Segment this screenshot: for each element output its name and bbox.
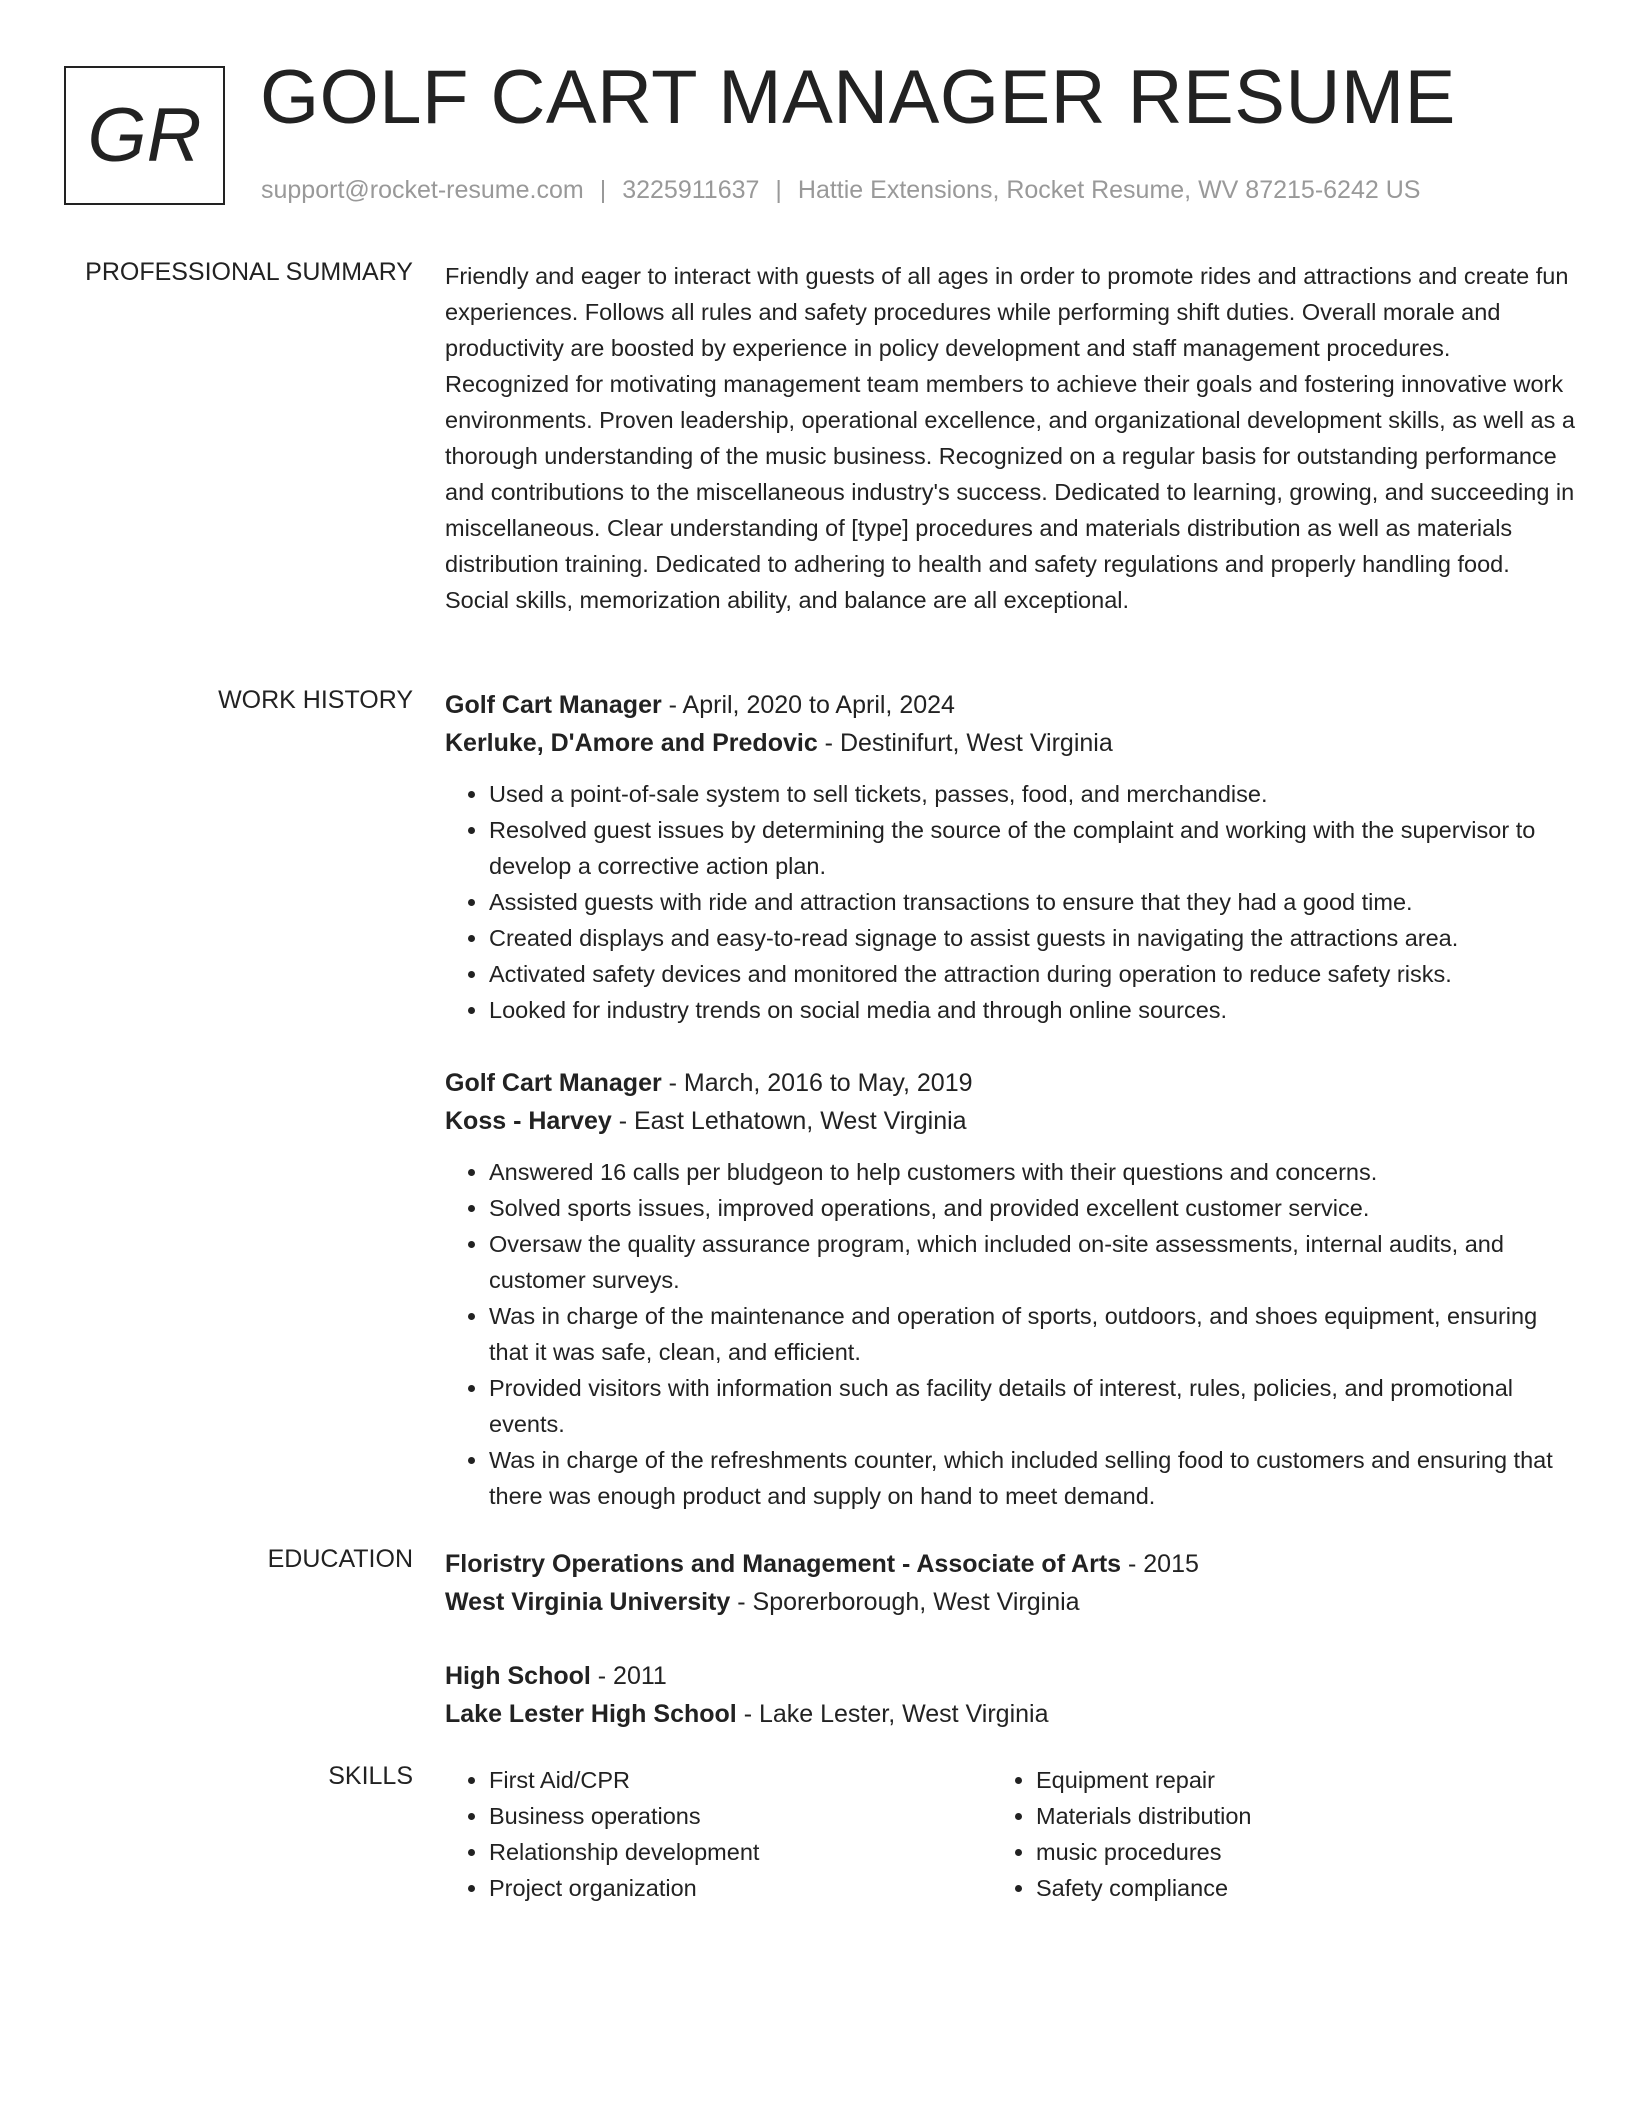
skill-item: • Materials distribution <box>1036 1798 1539 1834</box>
skills-list-right <box>992 1762 1539 1906</box>
education-degree <box>445 1545 1575 1583</box>
monogram: GR <box>64 66 225 205</box>
summary-body <box>445 258 1575 618</box>
work-history-body <box>445 686 1575 1550</box>
job-location: - East Lethatown, West Virginia <box>611 1107 967 1135</box>
job-duty: • Oversaw the quality assurance program, which included on-site assessments, internal audits, and customer surveys. <box>489 1226 1575 1298</box>
section-label-summary: PROFESSIONAL SUMMARY <box>85 258 413 286</box>
job-duties <box>445 1154 1575 1514</box>
section-label-skills: SKILLS <box>328 1762 413 1790</box>
education-entry <box>445 1657 1575 1733</box>
job-entry <box>445 1064 1575 1514</box>
education-entry <box>445 1545 1575 1621</box>
job-company: Koss - Harvey <box>445 1107 612 1135</box>
skill-item: • Business operations <box>489 1798 992 1834</box>
section-label-education: EDUCATION <box>267 1545 413 1573</box>
job-company: Kerluke, D'Amore and Predovic <box>445 729 818 757</box>
education-school <box>445 1695 1575 1733</box>
job-duties <box>445 776 1575 1028</box>
job-heading <box>445 686 1575 724</box>
skills-list-left <box>445 1762 992 1906</box>
job-duty: • Assisted guests with ride and attraction transactions to ensure that they had a good time. <box>489 884 1575 920</box>
skills-body <box>445 1762 1575 1906</box>
contact-separator: | <box>775 176 782 204</box>
school-location: - Sporerborough, West Virginia <box>730 1588 1080 1616</box>
job-duty: • Provided visitors with information such as facility details of interest, rules, policies, and promotional events. <box>489 1370 1575 1442</box>
job-duty: • Created displays and easy-to-read signage to assist guests in navigating the attractions area. <box>489 920 1575 956</box>
skill-item: • music procedures <box>1036 1834 1539 1870</box>
job-dates: - March, 2016 to May, 2019 <box>661 1069 973 1097</box>
job-duty: • Looked for industry trends on social media and through online sources. <box>489 992 1575 1028</box>
job-duty: • Solved sports issues, improved operations, and provided excellent customer service. <box>489 1190 1575 1226</box>
school-location: - Lake Lester, West Virginia <box>736 1700 1049 1728</box>
job-employer <box>445 724 1575 762</box>
job-duty: • Used a point-of-sale system to sell tickets, passes, food, and merchandise. <box>489 776 1575 812</box>
skills-columns <box>445 1762 1575 1906</box>
job-employer <box>445 1102 1575 1140</box>
skill-item: • First Aid/CPR <box>489 1762 992 1798</box>
contact-address: Hattie Extensions, Rocket Resume, WV 87215-6242 US <box>797 176 1421 204</box>
contact-email: support@rocket-resume.com <box>261 176 584 204</box>
education-degree <box>445 1657 1575 1695</box>
job-duty: • Answered 16 calls per bludgeon to help customers with their questions and concerns. <box>489 1154 1575 1190</box>
summary-text: Friendly and eager to interact with guests of all ages in order to promote rides and attractions and create fun experiences. Follows all rules and safety procedures while performing shift duties. Overall morale and productivity are boosted by experience in policy development and staff management procedures. Recognized for motivating management team members to achieve their goals and fostering innovative work environments. Proven leadership, operational excellence, and organizational development skills, as well as a thorough understanding of the music business. Recognized on a regular basis for outstanding performance and contributions to the miscellaneous industry's success. Dedicated to learning, growing, and succeeding in miscellaneous. Clear understanding of [type] procedures and materials distribution as well as materials distribution training. Dedicated to adhering to health and safety regulations and properly handling food. Social skills, memorization ability, and balance are all exceptional. <box>445 263 1575 613</box>
job-dates: - April, 2020 to April, 2024 <box>661 691 955 719</box>
job-location: - Destinifurt, West Virginia <box>817 729 1113 757</box>
skill-item: • Project organization <box>489 1870 992 1906</box>
school-name: Lake Lester High School <box>445 1700 737 1728</box>
contact-separator: | <box>599 176 607 204</box>
degree-year: - 2011 <box>590 1662 667 1690</box>
job-heading <box>445 1064 1575 1102</box>
school-name: West Virginia University <box>445 1588 731 1616</box>
job-duty: • Was in charge of the maintenance and operation of sports, outdoors, and shoes equipment, ensuring that it was safe, clean, and efficient. <box>489 1298 1575 1370</box>
degree-name: Floristry Operations and Management - Associate of Arts <box>445 1550 1122 1578</box>
job-duty: • Resolved guest issues by determining the source of the complaint and working with the supervisor to develop a corrective action plan. <box>489 812 1575 884</box>
degree-year: - 2015 <box>1121 1550 1199 1578</box>
contact-phone: 3225911637 <box>622 176 760 204</box>
education-body <box>445 1545 1575 1769</box>
job-title: Golf Cart Manager <box>445 1069 662 1097</box>
contact-line <box>261 176 1420 205</box>
job-duty: • Was in charge of the refreshments counter, which included selling food to customers and ensuring that there was enough product and supply on hand to meet demand. <box>489 1442 1575 1514</box>
job-title: Golf Cart Manager <box>445 691 662 719</box>
skill-item: • Safety compliance <box>1036 1870 1539 1906</box>
job-entry <box>445 686 1575 1028</box>
skill-item: • Equipment repair <box>1036 1762 1539 1798</box>
degree-name: High School <box>445 1662 591 1690</box>
resume-title: GOLF CART MANAGER RESUME <box>260 55 1456 140</box>
section-label-work-history: WORK HISTORY <box>218 686 413 714</box>
skill-item: • Relationship development <box>489 1834 992 1870</box>
job-duty: • Activated safety devices and monitored the attraction during operation to reduce safety risks. <box>489 956 1575 992</box>
education-school <box>445 1583 1575 1621</box>
